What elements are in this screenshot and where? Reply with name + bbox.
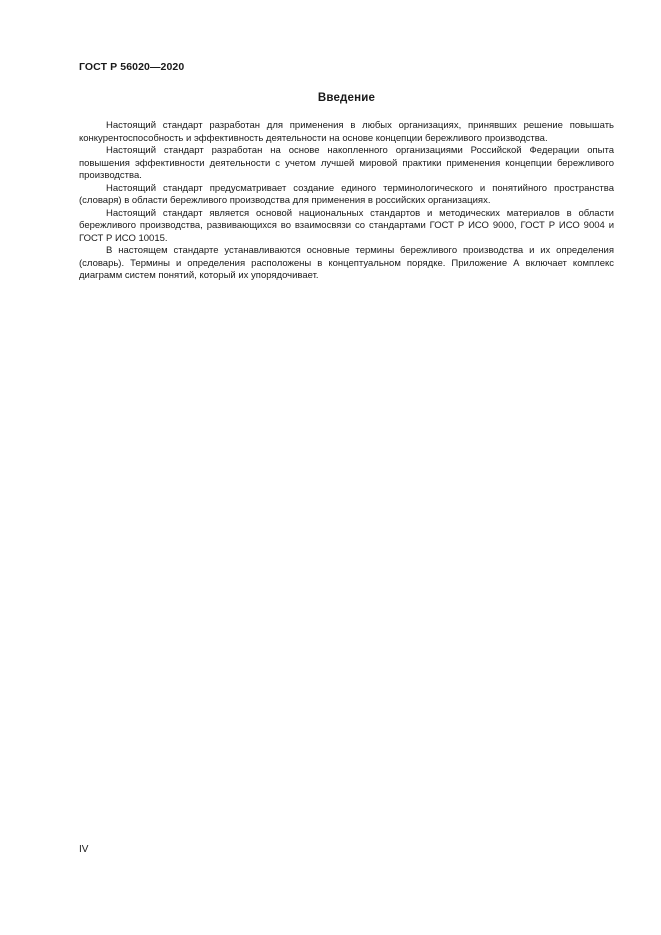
paragraph: Настоящий стандарт является основой национальных стандартов и методических материалов в области бережливого производства, развивающихся во взаимосвязи со стандартами ГОСТ Р ИСО 9000, ГОСТ Р ИСО 9004 и ГОСТ Р ИСО 10015. [79, 207, 614, 244]
document-code: ГОСТ Р 56020—2020 [79, 61, 185, 73]
section-title: Введение [317, 92, 376, 104]
introduction-body [79, 120, 614, 283]
page-number: IV [79, 844, 89, 855]
paragraph: Настоящий стандарт предусматривает создание единого терминологического и понятийного пространства (словаря) в области бережливого производства для применения в российских организациях. [79, 182, 614, 206]
paragraph: Настоящий стандарт разработан для применения в любых организациях, принявших решение повышать конкурентоспособность и эффективность деятельности на основе концепции бережливого производства. [79, 120, 614, 144]
paragraph: Настоящий стандарт разработан на основе накопленного организациями Российской Федерации опыта повышения эффективности деятельности с учетом лучшей мировой практики применения концепции бережливого производства. [79, 145, 614, 181]
paragraph: В настоящем стандарте устанавливаются основные термины бережливого производства и их определения (словарь). Термины и определения расположены в концептуальном порядке. Приложение А включает комплекс диаграмм систем понятий, который их упорядочивает. [79, 245, 614, 281]
